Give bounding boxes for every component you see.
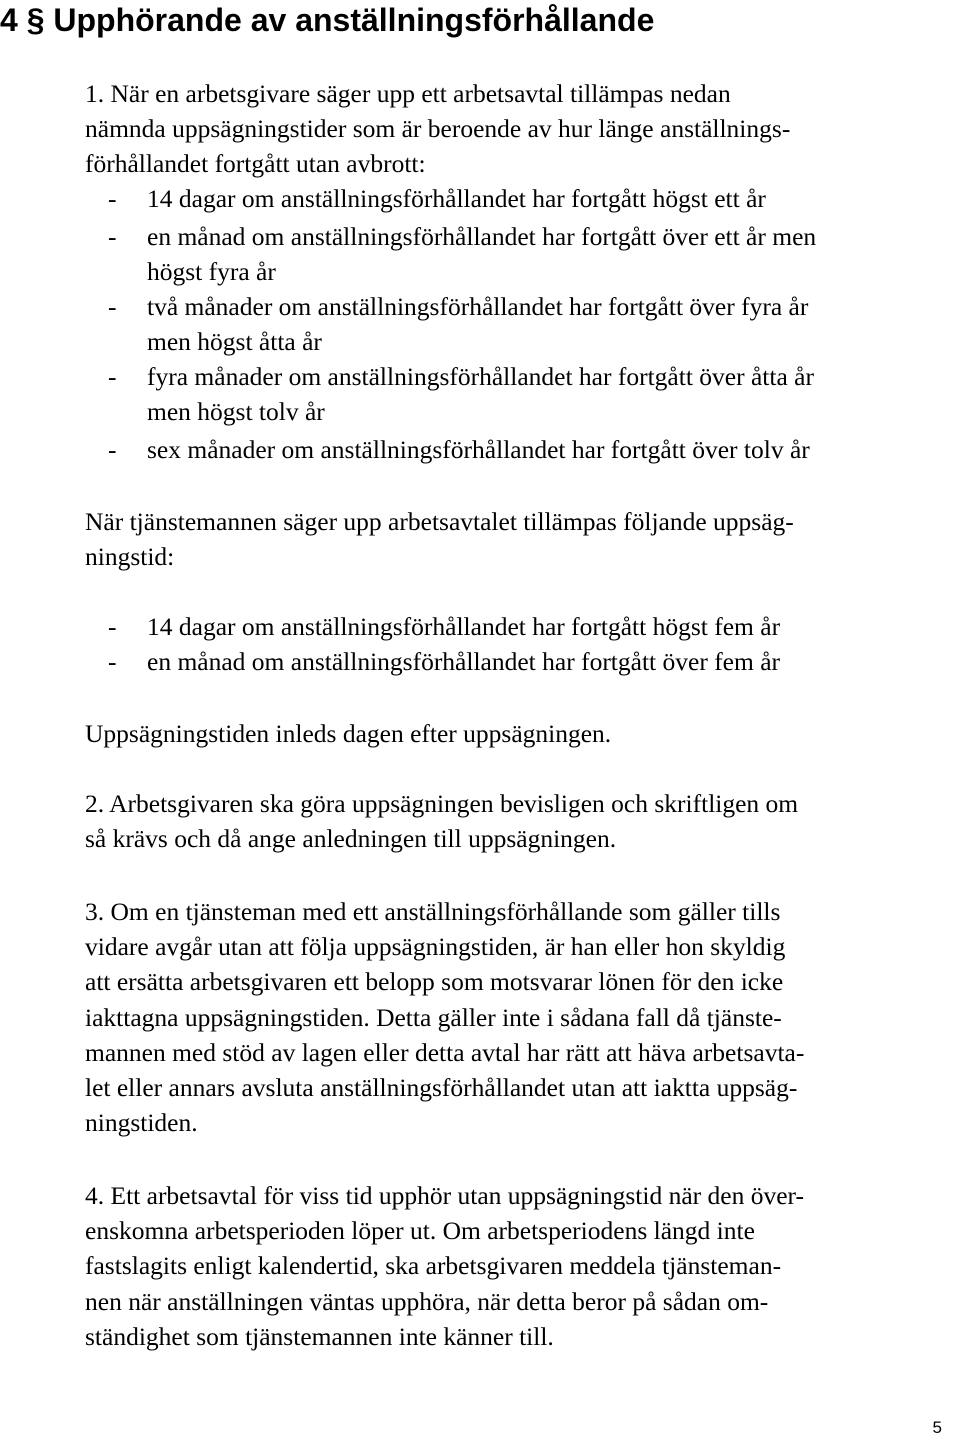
paragraph-3-line-2: vidare avgår utan att följa uppsägningstiden, är han eller hon skyldig [85, 932, 786, 961]
paragraph-4-line-3: fastslagits enligt kalendertid, ska arbetsgivaren meddela tjänsteman- [85, 1251, 782, 1280]
list-dash: - [108, 435, 117, 464]
notice-period-item-continued: men högst tolv år [147, 397, 325, 426]
notice-period-item: en månad om anställningsförhållandet har fortgått över ett år men [147, 222, 817, 251]
paragraph-1-line-3: förhållandet fortgått utan avbrott: [85, 149, 426, 178]
paragraph-2-line-1: 2. Arbetsgivaren ska göra uppsägningen bevisligen och skriftligen om [85, 789, 799, 818]
paragraph-1-line-2: nämnda uppsägningstider som är beroende av hur länge anställnings- [85, 114, 791, 143]
paragraph-3-line-6: let eller annars avsluta anställningsförhållandet utan att iaktta uppsäg- [85, 1073, 798, 1102]
list-dash: - [108, 362, 117, 391]
list-dash: - [108, 647, 117, 676]
section-heading: 4 § Upphörande av anställningsförhållande [0, 2, 655, 38]
notice-period-item: fyra månader om anställningsförhållandet har fortgått över åtta år [147, 362, 814, 391]
list-dash: - [108, 292, 117, 321]
notice-period-item: sex månader om anställningsförhållandet har fortgått över tolv år [147, 435, 810, 464]
paragraph-3-line-3: att ersätta arbetsgivaren ett belopp som motsvarar lönen för den icke [85, 967, 784, 996]
paragraph-3-line-7: ningstiden. [85, 1108, 198, 1137]
paragraph-1-line-1: 1. När en arbetsgivare säger upp ett arbetsavtal tillämpas nedan [85, 79, 731, 108]
paragraph-3-line-4: iakttagna uppsägningstiden. Detta gäller inte i sådana fall då tjänste- [85, 1003, 782, 1032]
paragraph-4-line-4: nen när anställningen väntas upphöra, när detta beror på sådan om- [85, 1287, 769, 1316]
paragraph-2-line-2: så krävs och då ange anledningen till uppsägningen. [85, 824, 617, 853]
paragraph-3-line-1: 3. Om en tjänsteman med ett anställningsförhållande som gäller tills [85, 897, 781, 926]
paragraph-3-line-5: mannen med stöd av lagen eller detta avtal har rätt att häva arbetsavta- [85, 1038, 805, 1067]
notice-period-item: 14 dagar om anställningsförhållandet har fortgått högst ett år [147, 184, 766, 213]
page-number: 5 [932, 1418, 942, 1437]
employee-notice-item: 14 dagar om anställningsförhållandet har fortgått högst fem år [147, 612, 781, 641]
list-dash: - [108, 222, 117, 251]
list-dash: - [108, 184, 117, 213]
employee-notice-line-2: ningstid: [85, 542, 175, 571]
notice-period-item-continued: högst fyra år [147, 257, 276, 286]
paragraph-4-line-1: 4. Ett arbetsavtal för viss tid upphör utan uppsägningstid när den över- [85, 1181, 805, 1210]
notice-start-sentence: Uppsägningstiden inleds dagen efter uppsägningen. [85, 719, 612, 748]
paragraph-4-line-5: ständighet som tjänstemannen inte känner till. [85, 1322, 554, 1351]
list-dash: - [108, 612, 117, 641]
employee-notice-line-1: När tjänstemannen säger upp arbetsavtalet tillämpas följande uppsäg- [85, 507, 794, 536]
notice-period-item: två månader om anställningsförhållandet har fortgått över fyra år [147, 292, 809, 321]
paragraph-4-line-2: enskomna arbetsperioden löper ut. Om arbetsperiodens längd inte [85, 1216, 755, 1245]
employee-notice-item: en månad om anställningsförhållandet har fortgått över fem år [147, 647, 781, 676]
notice-period-item-continued: men högst åtta år [147, 327, 322, 356]
